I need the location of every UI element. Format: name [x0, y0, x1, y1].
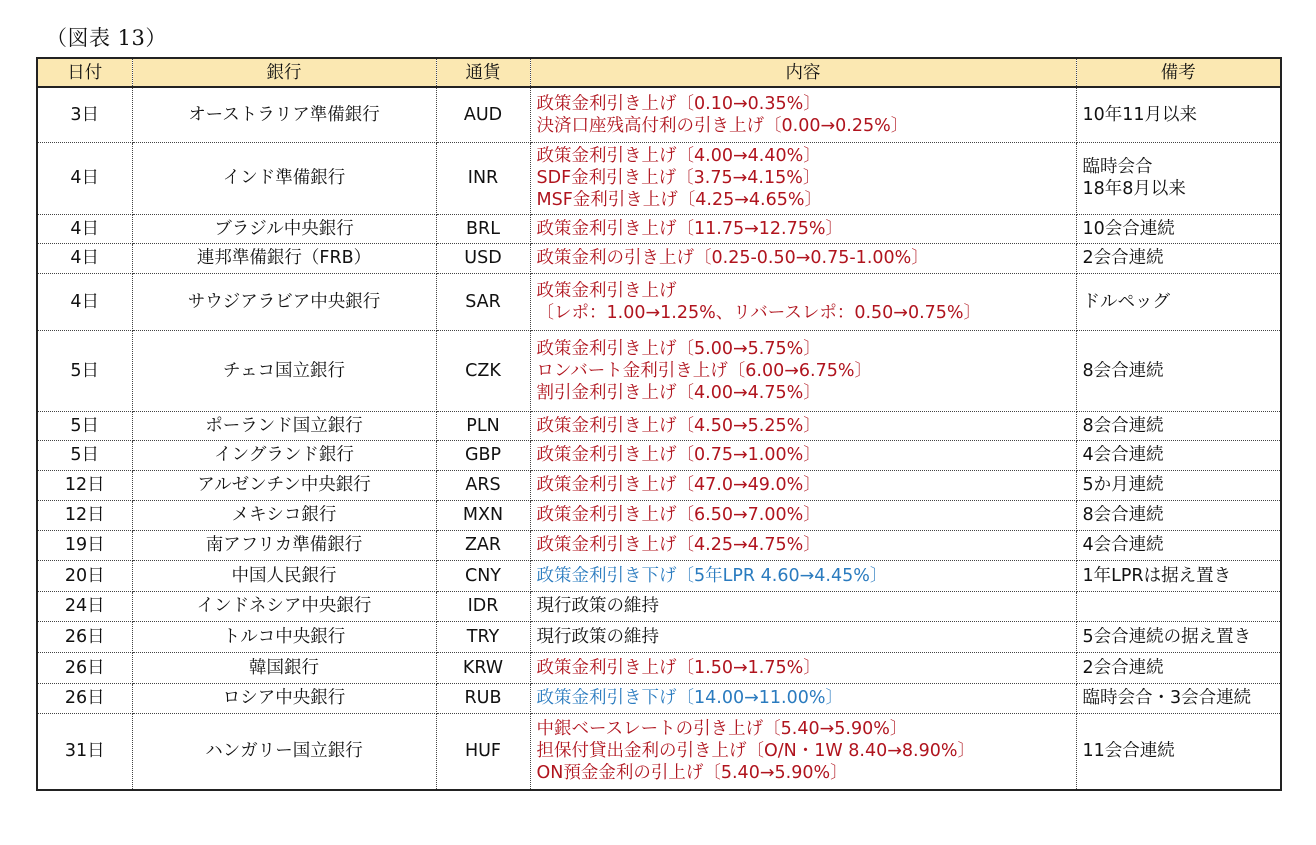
- content-cell: [530, 500, 1076, 530]
- content-line: MSF金利引き上げ〔4.25→4.65%〕: [536, 190, 822, 210]
- table-row: [37, 500, 1281, 530]
- note-cell: [1076, 273, 1281, 330]
- note-line: 2会合連続: [1082, 248, 1164, 268]
- content-cell: [530, 530, 1076, 560]
- note-cell: [1076, 713, 1281, 790]
- content-cell: [530, 330, 1076, 411]
- note-line: 1年LPRは据え置き: [1082, 565, 1232, 586]
- content-line: ロンバート金利引き上げ〔6.00→6.75%〕: [536, 360, 872, 381]
- content-line: 政策金利引き上げ〔0.75→1.00%〕: [536, 445, 821, 465]
- bank-cell: 中国人民銀行: [132, 560, 436, 591]
- table-row: [37, 330, 1281, 411]
- date-cell: 4日: [37, 273, 132, 330]
- table-row: [37, 652, 1281, 683]
- table-header: [37, 58, 1281, 87]
- content-line: 政策金利引き上げ〔0.10→0.35%〕: [536, 93, 821, 114]
- currency-cell: PLN: [436, 411, 530, 440]
- header-currency: 通貨: [436, 58, 530, 87]
- note-cell: [1076, 440, 1281, 470]
- note-line: 10会合連続: [1082, 218, 1175, 239]
- bank-cell: オーストラリア準備銀行: [132, 87, 436, 142]
- content-cell: [530, 560, 1076, 591]
- currency-cell: KRW: [436, 652, 530, 683]
- bank-cell: 南アフリカ準備銀行: [132, 530, 436, 560]
- header-date: 日付: [37, 58, 132, 87]
- content-cell: [530, 652, 1076, 683]
- note-cell: [1076, 243, 1281, 273]
- content-cell: [530, 87, 1076, 142]
- table-row: [37, 621, 1281, 652]
- note-line: 5か月連続: [1082, 475, 1164, 495]
- currency-cell: CNY: [436, 560, 530, 591]
- date-cell: 26日: [37, 621, 132, 652]
- policy-table: [36, 57, 1282, 791]
- content-line: 担保付貸出金利の引き上げ〔O/N・1W 8.40→8.90%〕: [536, 741, 975, 762]
- content-cell: [530, 470, 1076, 500]
- content-line: 政策金利引き上げ〔1.50→1.75%〕: [536, 657, 821, 678]
- date-cell: 4日: [37, 243, 132, 273]
- header-bank: 銀行: [132, 58, 436, 87]
- table-row: [37, 87, 1281, 142]
- content-cell: [530, 621, 1076, 652]
- content-cell: [530, 142, 1076, 214]
- bank-cell: イングランド銀行: [132, 440, 436, 470]
- table-row: [37, 411, 1281, 440]
- content-line: 政策金利引き上げ〔6.50→7.00%〕: [536, 505, 821, 525]
- content-cell: [530, 591, 1076, 621]
- date-cell: 31日: [37, 713, 132, 790]
- note-line: 2会合連続: [1082, 657, 1164, 678]
- header-content: 内容: [530, 58, 1076, 87]
- content-line: 政策金利引き下げ〔14.00→11.00%〕: [536, 688, 843, 708]
- note-cell: [1076, 530, 1281, 560]
- content-line: 政策金利引き上げ〔47.0→49.0%〕: [536, 475, 821, 495]
- note-line: 臨時会合・3会合連続: [1082, 688, 1252, 708]
- table-row: [37, 470, 1281, 500]
- content-line: SDF金利引き上げ〔3.75→4.15%〕: [536, 168, 821, 188]
- currency-cell: IDR: [436, 591, 530, 621]
- currency-cell: ARS: [436, 470, 530, 500]
- date-cell: 26日: [37, 652, 132, 683]
- bank-cell: アルゼンチン中央銀行: [132, 470, 436, 500]
- note-cell: [1076, 560, 1281, 591]
- date-cell: 4日: [37, 142, 132, 214]
- currency-cell: USD: [436, 243, 530, 273]
- note-cell: [1076, 591, 1281, 621]
- content-line: 政策金利引き上げ〔4.00→4.40%〕: [536, 146, 821, 166]
- table-row: [37, 440, 1281, 470]
- content-cell: [530, 273, 1076, 330]
- bank-cell: インド準備銀行: [132, 142, 436, 214]
- currency-cell: BRL: [436, 214, 530, 243]
- currency-cell: SAR: [436, 273, 530, 330]
- date-cell: 26日: [37, 683, 132, 713]
- note-cell: [1076, 330, 1281, 411]
- currency-cell: TRY: [436, 621, 530, 652]
- content-cell: [530, 243, 1076, 273]
- note-cell: [1076, 652, 1281, 683]
- note-line: ドルペッグ: [1082, 291, 1170, 312]
- table-row: [37, 142, 1281, 214]
- content-line: 決済口座残高付利の引き上げ〔0.00→0.25%〕: [536, 115, 909, 136]
- note-line: 11会合連続: [1082, 741, 1175, 762]
- note-cell: [1076, 621, 1281, 652]
- note-cell: [1076, 214, 1281, 243]
- date-cell: 20日: [37, 560, 132, 591]
- note-line: 4会合連続: [1082, 535, 1164, 555]
- table-row: [37, 713, 1281, 790]
- note-line: 10年11月以来: [1082, 104, 1198, 125]
- content-cell: [530, 713, 1076, 790]
- currency-cell: MXN: [436, 500, 530, 530]
- bank-cell: ブラジル中央銀行: [132, 214, 436, 243]
- table-body: [37, 87, 1281, 790]
- note-line: 8会合連続: [1082, 505, 1164, 525]
- currency-cell: RUB: [436, 683, 530, 713]
- date-cell: 19日: [37, 530, 132, 560]
- content-cell: [530, 411, 1076, 440]
- content-cell: [530, 440, 1076, 470]
- content-line: 政策金利引き上げ〔11.75→12.75%〕: [536, 218, 843, 239]
- table-row: [37, 530, 1281, 560]
- note-cell: [1076, 683, 1281, 713]
- table-row: [37, 243, 1281, 273]
- figure-label: （図表 13）: [46, 26, 167, 50]
- bank-cell: 連邦準備銀行（FRB）: [132, 243, 436, 273]
- content-line: 中銀ベースレートの引き上げ〔5.40→5.90%〕: [536, 719, 908, 740]
- content-line: 〔レポ：1.00→1.25%、リバースレポ：0.50→0.75%〕: [536, 302, 982, 323]
- bank-cell: ハンガリー国立銀行: [132, 713, 436, 790]
- bank-cell: 韓国銀行: [132, 652, 436, 683]
- content-line: 政策金利引き下げ〔5年LPR 4.60→4.45%〕: [536, 565, 888, 586]
- currency-cell: GBP: [436, 440, 530, 470]
- bank-cell: トルコ中央銀行: [132, 621, 436, 652]
- date-cell: 12日: [37, 470, 132, 500]
- note-line: 臨時会合: [1082, 157, 1153, 177]
- table-row: [37, 683, 1281, 713]
- content-line: 割引金利引き上げ〔4.00→4.75%〕: [536, 382, 821, 403]
- note-line: 8会合連続: [1082, 415, 1164, 436]
- note-line: 18年8月以来: [1082, 179, 1186, 199]
- note-line: 4会合連続: [1082, 445, 1164, 465]
- content-line: 政策金利引き上げ〔5.00→5.75%〕: [536, 338, 821, 359]
- note-cell: [1076, 470, 1281, 500]
- currency-cell: INR: [436, 142, 530, 214]
- note-line: 5会合連続の据え置き: [1082, 626, 1252, 647]
- note-line: 8会合連続: [1082, 360, 1164, 381]
- note-cell: [1076, 411, 1281, 440]
- date-cell: 12日: [37, 500, 132, 530]
- currency-cell: ZAR: [436, 530, 530, 560]
- content-line: 政策金利引き上げ〔4.50→5.25%〕: [536, 415, 821, 436]
- bank-cell: インドネシア中央銀行: [132, 591, 436, 621]
- content-line: ON預金金利の引上げ〔5.40→5.90%〕: [536, 763, 848, 784]
- date-cell: 5日: [37, 440, 132, 470]
- date-cell: 5日: [37, 330, 132, 411]
- note-cell: [1076, 87, 1281, 142]
- date-cell: 3日: [37, 87, 132, 142]
- date-cell: 4日: [37, 214, 132, 243]
- table-row: [37, 273, 1281, 330]
- content-line: 現行政策の維持: [536, 596, 659, 616]
- date-cell: 5日: [37, 411, 132, 440]
- content-cell: [530, 214, 1076, 243]
- currency-cell: CZK: [436, 330, 530, 411]
- table-row: [37, 591, 1281, 621]
- bank-cell: メキシコ銀行: [132, 500, 436, 530]
- content-cell: [530, 683, 1076, 713]
- header-note: 備考: [1076, 58, 1281, 87]
- content-line: 政策金利引き上げ〔4.25→4.75%〕: [536, 535, 821, 555]
- bank-cell: チェコ国立銀行: [132, 330, 436, 411]
- content-line: 政策金利の引き上げ〔0.25-0.50→0.75-1.00%〕: [536, 248, 929, 268]
- currency-cell: AUD: [436, 87, 530, 142]
- bank-cell: サウジアラビア中央銀行: [132, 273, 436, 330]
- date-cell: 24日: [37, 591, 132, 621]
- table-row: [37, 214, 1281, 243]
- content-line: 現行政策の維持: [536, 626, 659, 647]
- header-row: [37, 58, 1281, 87]
- bank-cell: ポーランド国立銀行: [132, 411, 436, 440]
- bank-cell: ロシア中央銀行: [132, 683, 436, 713]
- content-line: 政策金利引き上げ: [536, 280, 677, 301]
- note-cell: [1076, 500, 1281, 530]
- note-cell: [1076, 142, 1281, 214]
- currency-cell: HUF: [436, 713, 530, 790]
- table-row: [37, 560, 1281, 591]
